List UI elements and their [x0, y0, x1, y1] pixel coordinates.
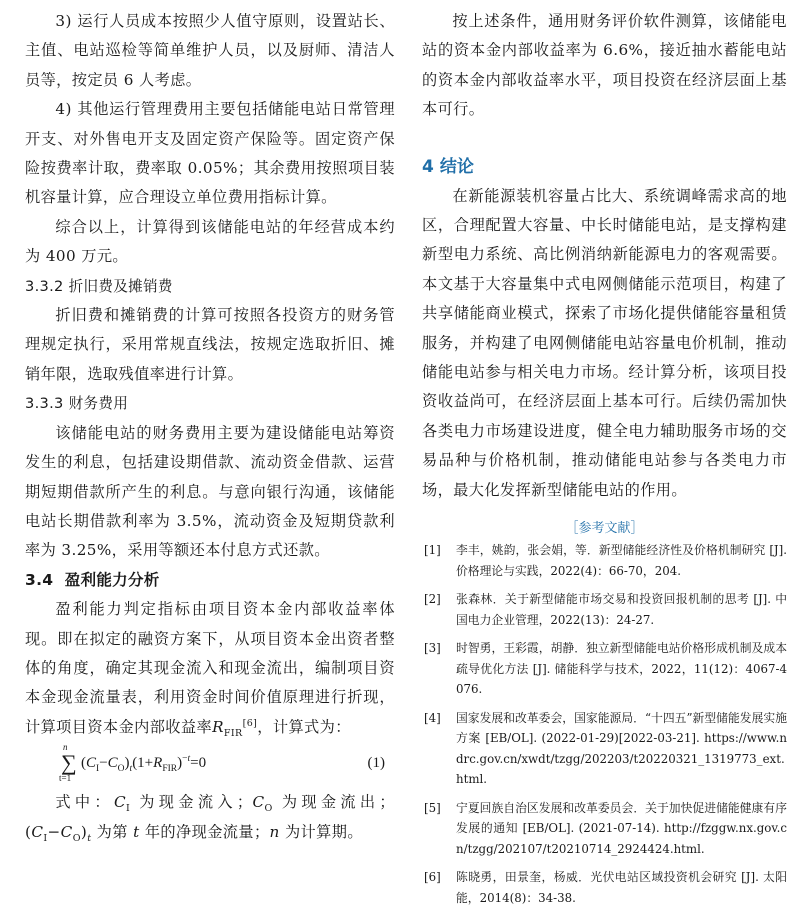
reference-item — [422, 638, 787, 700]
subsection-heading-depreciation: 3.3.2 折旧费及摊销费 — [25, 277, 173, 295]
paragraph-total-cost: 综合以上，计算得到该储能电站的年经营成本约为 400 万元。 — [25, 217, 395, 266]
section-heading-profitability — [25, 566, 395, 595]
def-outflow: 为现金流出；( — [25, 793, 395, 841]
equation-expression: $(C_I-C_O)_t(1+R_{FIR})^{-t}=0$ — [81, 754, 207, 775]
profitability-tail: ，计算式为： — [257, 717, 351, 736]
paragraph-depreciation: 折旧费和摊销费的计算可按照各投资方的财务管理规定执行，采用常规直线法，按规定选取折旧、摊销年限，选取残值率进行计算。 — [25, 306, 395, 383]
paragraph-finance: 该储能电站的财务费用主要为建设储能电站筹资发生的利息，包括建设期借款、流动资金借款、运营期短期借款所产生的利息。与意向银行沟通，该储能电站长期借款利率为 3.5%，流动资金及短期贷款利率为 3.25%，采用等额还本付息方式还款。 — [25, 423, 395, 560]
def-prefix: 式中： — [55, 793, 114, 812]
paragraph-definitions: 式中：$C_I$ 为现金流入；$C_O$ 为现金流出；$(C_I-C_O)_t$ 为第 t 年的净现金流量；n 为计算期。 — [25, 793, 395, 844]
right-column — [422, 0, 787, 916]
conclusion-title: 结论 — [439, 156, 474, 177]
def-net-a: 为第 — [96, 822, 128, 841]
equation-1 — [41, 742, 395, 788]
reference-number: [4] — [424, 710, 441, 725]
def-close: ) — [80, 822, 88, 841]
def-period: 为计算期。 — [284, 822, 363, 841]
reference-number: [1] — [424, 543, 441, 558]
sum-symbol: ∑ — [61, 750, 77, 776]
left-column — [25, 0, 395, 847]
equation-number: (1) — [367, 755, 385, 772]
reference-number: [3] — [424, 641, 441, 656]
reference-list — [422, 540, 787, 908]
reference-item — [422, 867, 787, 908]
paragraph-profitability — [25, 595, 395, 742]
reference-text: 宁夏回族自治区发展和改革委员会．关于加快促进储能健康有序发展的通知 [EB/OL]. (2021-07-14). http://fzggw.nx.gov.cn/tzgg/202107/t20210714_2924424.html. — [456, 800, 787, 856]
reference-number: [2] — [424, 592, 441, 607]
conclusion-number: 4 — [422, 156, 434, 177]
paragraph-other-cost: 4) 其他运行管理费用主要包括储能电站日常管理开支、对外售电开支及固定资产保险等。固定资产保险按费率计取，费率取 0.05%；其余费用按照项目装机容量计算，应合理设立单位费用指标计算。 — [25, 100, 395, 207]
reference-number: [5] — [424, 800, 441, 815]
paragraph-conclusion: 在新能源装机容量占比大、系统调峰需求高的地区，合理配置大容量、中长时储能电站，是支撑构建新型电力系统、高比例消纳新能源电力的客观需要。本文基于大容量集中式电网侧储能示范项目，构建了共享储能商业模式，探索了市场化提供储能容量租赁服务，并构建了电网侧储能电站容量电价机制，推动储能电站参与相关电力市场。经计算分析，该项目投资收益尚可，在经济层面上基本可行。后续仍需加快各类电力市场建设进度，健全电力辅助服务市场的交易品种与价格机制，推动储能电站参与各类电力市场，最大化发挥新型储能电站的作用。 — [422, 186, 787, 499]
section-heading-conclusion — [422, 153, 787, 182]
symbol-r: R — [212, 717, 224, 736]
reference-text: 国家发展和改革委会，国家能源局．“十四五”新型储能发展实施方案 [EB/OL]. (2022-01-29)[2022-03-21]. https://www.ndrc.gov.cn/xwdt/tzgg/202203/t20220321_1319773_ext.html. — [456, 710, 787, 787]
subsection-heading-finance: 3.3.3 财务费用 — [25, 395, 129, 413]
profitability-text: 盈利能力判定指标由项目资本金内部收益率体现。即在拟定的融资方案下，从项目资本金出资者整体的角度，确定其现金流入和现金流出，编制项目资本金现金流量表，利用资金时间价值原理进行折现，计算项目资本金内部收益率 — [25, 600, 395, 736]
section-number: 3.4 — [25, 570, 54, 589]
reference-item — [422, 798, 787, 860]
references-heading: ［参考文献］ — [565, 521, 644, 537]
paragraph-staff-cost: 3) 运行人员成本按照少人值守原则，设置站长、主值、电站巡检等简单维护人员，以及厨师、清洁人员等，按定员 6 人考虑。 — [25, 12, 395, 89]
reference-item — [422, 589, 787, 630]
def-net-b: 年的净现金流量； — [144, 822, 270, 841]
citation-6: [6] — [242, 717, 258, 729]
reference-text: 时智勇，王彩霞，胡静．独立新型储能电站价格形成机制及成本疏导优化方法 [J]. 储能科学与技术，2022，11(12)：4067-4076. — [456, 641, 787, 697]
sum-lower-limit: t=1 — [59, 773, 72, 784]
def-inflow: 为现金流入； — [139, 793, 253, 812]
reference-text: 李丰，姚韵，张会娟，等．新型储能经济性及价格机制研究 [J]. 价格理论与实践，2022(4)：66-70，204. — [456, 543, 787, 578]
section-title: 盈利能力分析 — [64, 570, 160, 589]
reference-item — [422, 540, 787, 581]
paragraph-irr-result: 按上述条件，通用财务评价软件测算，该储能电站的资本金内部收益率为 6.6%，接近抽水蓄能电站的资本金内部收益率水平，项目投资在经济层面上基本可行。 — [422, 12, 787, 119]
reference-text: 陈晓勇，田景奎，杨威．光伏电站区域投资机会研究 [J]. 太阳能，2014(8)：34-38. — [456, 870, 787, 905]
sum-upper-limit: n — [63, 742, 68, 753]
symbol-r-sub: FIR — [223, 727, 243, 739]
reference-text: 张森林．关于新型储能市场交易和投资回报机制的思考 [J]. 中国电力企业管理，2022(13)：24-27. — [456, 592, 787, 627]
reference-item — [422, 708, 787, 790]
reference-number: [6] — [424, 870, 441, 885]
